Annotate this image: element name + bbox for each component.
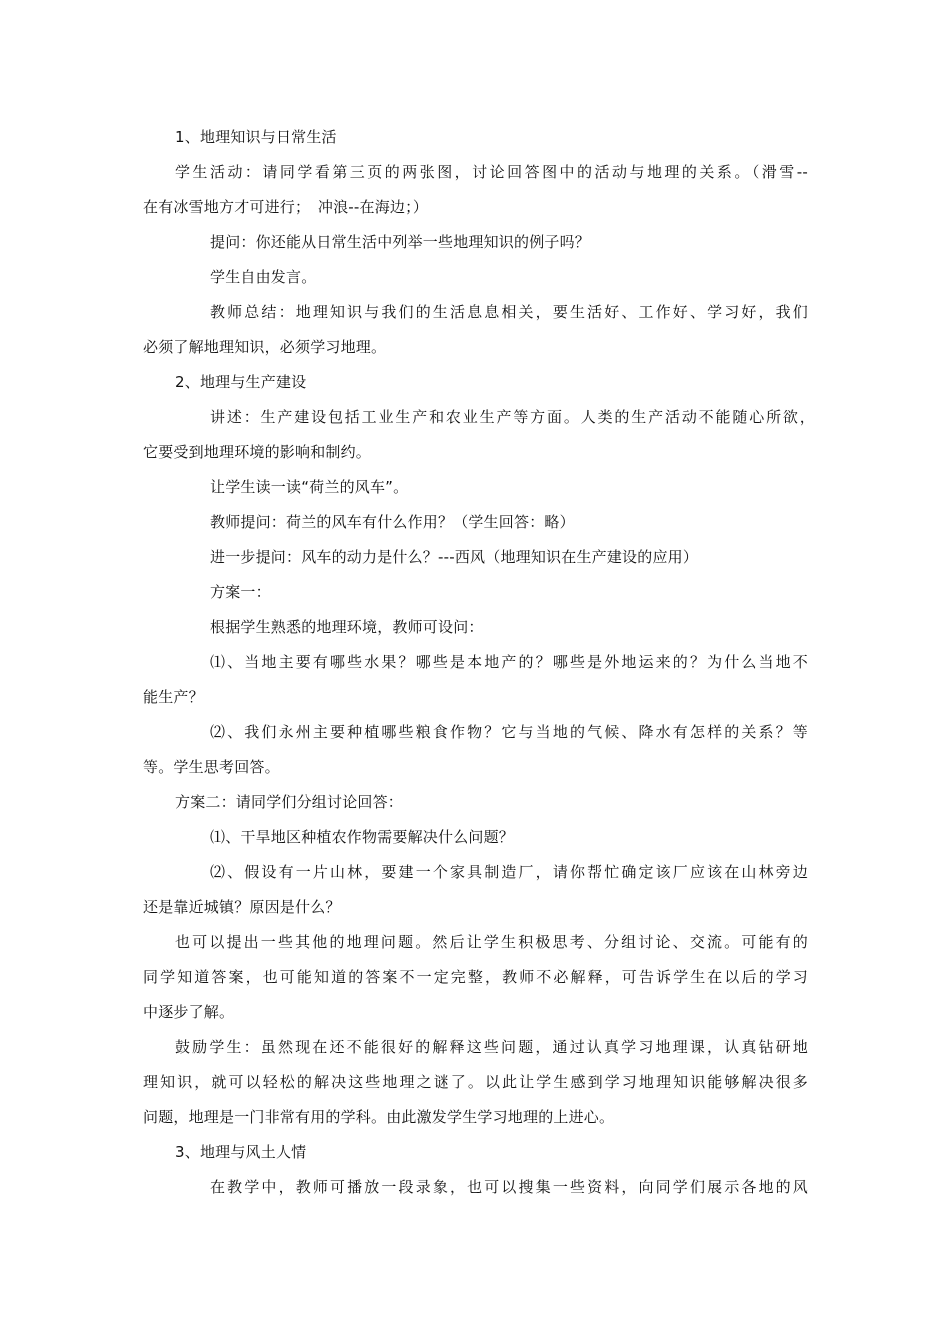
paragraph-line: ⑴、当地主要有哪些水果？哪些是本地产的？哪些是外地运来的？为什么当地不 <box>210 653 808 671</box>
paragraph-line: 让学生读一读“荷兰的风车”。 <box>210 478 409 496</box>
paragraph-line: ⑵、假设有一片山林，要建一个家具制造厂，请你帮忙确定该厂应该在山林旁边 <box>210 863 808 881</box>
paragraph-line: 教师总结：地理知识与我们的生活息息相关，要生活好、工作好、学习好，我们 <box>210 303 808 321</box>
paragraph-line: ⑵、我们永州主要种植哪些粮食作物？它与当地的气候、降水有怎样的关系？等 <box>210 723 808 741</box>
paragraph-line: 提问：你还能从日常生活中列举一些地理知识的例子吗？ <box>210 233 591 251</box>
paragraph-line: 学生自由发言。 <box>210 268 317 286</box>
paragraph-line: 在有冰雪地方才可进行； 冲浪--在海边；） <box>143 198 429 216</box>
paragraph-line: 它要受到地理环境的影响和制约。 <box>143 443 372 461</box>
paragraph-line: 方案一： <box>210 583 271 601</box>
section-heading-3: 3、地理与风土人情 <box>175 1143 307 1161</box>
section-heading-1: 1、地理知识与日常生活 <box>175 128 337 146</box>
paragraph-line: 鼓励学生：虽然现在还不能很好的解释这些问题，通过认真学习地理课，认真钻研地 <box>175 1038 808 1056</box>
paragraph-line: 等。学生思考回答。 <box>143 758 280 776</box>
paragraph-line: 方案二：请同学们分组讨论回答： <box>175 793 404 811</box>
paragraph-line: 问题，地理是一门非常有用的学科。由此激发学生学习地理的上进心。 <box>143 1108 615 1126</box>
paragraph-line: 也可以提出一些其他的地理问题。然后让学生积极思考、分组讨论、交流。可能有的 <box>175 933 808 951</box>
paragraph-line: 同学知道答案，也可能知道的答案不一定完整，教师不必解释，可告诉学生在以后的学习 <box>143 968 808 986</box>
paragraph-line: 还是靠近城镇？原因是什么？ <box>143 898 341 916</box>
paragraph-line: 必须了解地理知识，必须学习地理。 <box>143 338 387 356</box>
paragraph-line: 理知识，就可以轻松的解决这些地理之谜了。以此让学生感到学习地理知识能够解决很多 <box>143 1073 808 1091</box>
paragraph-line: 能生产？ <box>143 688 204 706</box>
paragraph-line: 根据学生熟悉的地理环境，教师可设问： <box>210 618 484 636</box>
paragraph-line: 进一步提问：风车的动力是什么？---西风（地理知识在生产建设的应用） <box>210 548 699 566</box>
paragraph-line: 讲述：生产建设包括工业生产和农业生产等方面。人类的生产活动不能随心所欲， <box>210 408 815 426</box>
paragraph-line: ⑴、干旱地区种植农作物需要解决什么问题？ <box>210 828 515 846</box>
paragraph-line: 学生活动：请同学看第三页的两张图，讨论回答图中的活动与地理的关系。（滑雪-- <box>175 163 808 181</box>
paragraph-line: 在教学中，教师可播放一段录象，也可以搜集一些资料，向同学们展示各地的风 <box>210 1178 808 1196</box>
paragraph-line: 教师提问：荷兰的风车有什么作用？（学生回答：略） <box>210 513 575 531</box>
section-heading-2: 2、地理与生产建设 <box>175 373 307 391</box>
paragraph-line: 中逐步了解。 <box>143 1003 235 1021</box>
